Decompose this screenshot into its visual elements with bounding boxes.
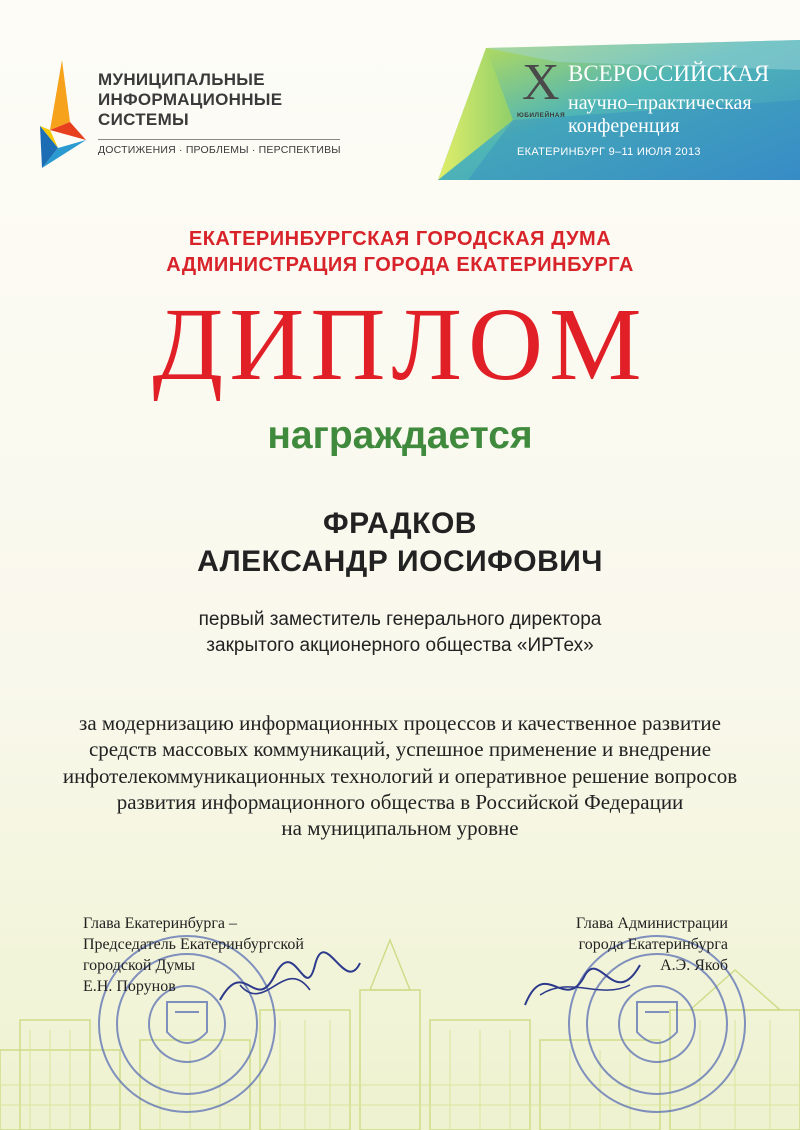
conference-title-line: ВСЕРОССИЙСКАЯ: [568, 61, 770, 86]
recipient-given-names: АЛЕКСАНДР ИОСИФОВИЧ: [197, 545, 603, 578]
reason-line: инфотелекоммуникационных технологий и оперативное решение вопросов: [62, 764, 738, 788]
signature-block-right: [550, 913, 728, 976]
diploma-title: ДИПЛОМ: [152, 287, 648, 402]
reason-line: на муниципальном уровне: [281, 816, 519, 840]
awarded-label: награждается: [267, 414, 533, 457]
conference-title-line: конференция: [568, 115, 680, 137]
conference-city-dates: ЕКАТЕРИНБУРГ 9–11 ИЮЛЯ 2013: [517, 146, 701, 158]
signature-line: Глава Администрации: [575, 915, 728, 932]
logo-line: МУНИЦИПАЛЬНЫЕ: [98, 70, 265, 89]
reason-line: средств массовых коммуникаций, успешное применение и внедрение: [88, 737, 712, 761]
signature-name: А.Э. Якоб: [660, 957, 728, 974]
mis-logo-icon: [36, 60, 86, 170]
signature-line: Председатель Екатеринбургской: [83, 936, 304, 953]
logo-subtitle: ДОСТИЖЕНИЯ · ПРОБЛЕМЫ · ПЕРСПЕКТИВЫ: [98, 139, 340, 156]
signature-line: городской Думы: [83, 957, 196, 974]
issuer-administration: АДМИНИСТРАЦИЯ ГОРОДА ЕКАТЕРИНБУРГА: [166, 254, 634, 276]
logo-line: ИНФОРМАЦИОННЫЕ: [98, 90, 283, 109]
logo-title: [98, 70, 282, 130]
recipient-position: первый заместитель генерального директора: [198, 609, 602, 630]
conference-number: X: [522, 54, 560, 111]
issuer-duma: ЕКАТЕРИНБУРГСКАЯ ГОРОДСКАЯ ДУМА: [188, 228, 612, 250]
reason-line: за модернизацию информационных процессов и качественное развитие: [79, 711, 721, 735]
signature-name: Е.Н. Порунов: [83, 978, 176, 995]
reason-line: развития информационного общества в Российской Федерации: [116, 790, 684, 814]
signature-line: города Екатеринбурга: [578, 936, 728, 953]
conference-jubilee: ЮБИЛЕЙНАЯ: [517, 112, 566, 119]
conference-title-line: научно–практическая: [568, 92, 752, 114]
signature-line: Глава Екатеринбурга –: [83, 915, 237, 932]
logo-line: СИСТЕМЫ: [98, 110, 189, 129]
recipient-organization: закрытого акционерного общества «ИРТех»: [206, 635, 594, 656]
recipient-surname: ФРАДКОВ: [323, 507, 477, 540]
signature-block-left: [83, 913, 304, 997]
